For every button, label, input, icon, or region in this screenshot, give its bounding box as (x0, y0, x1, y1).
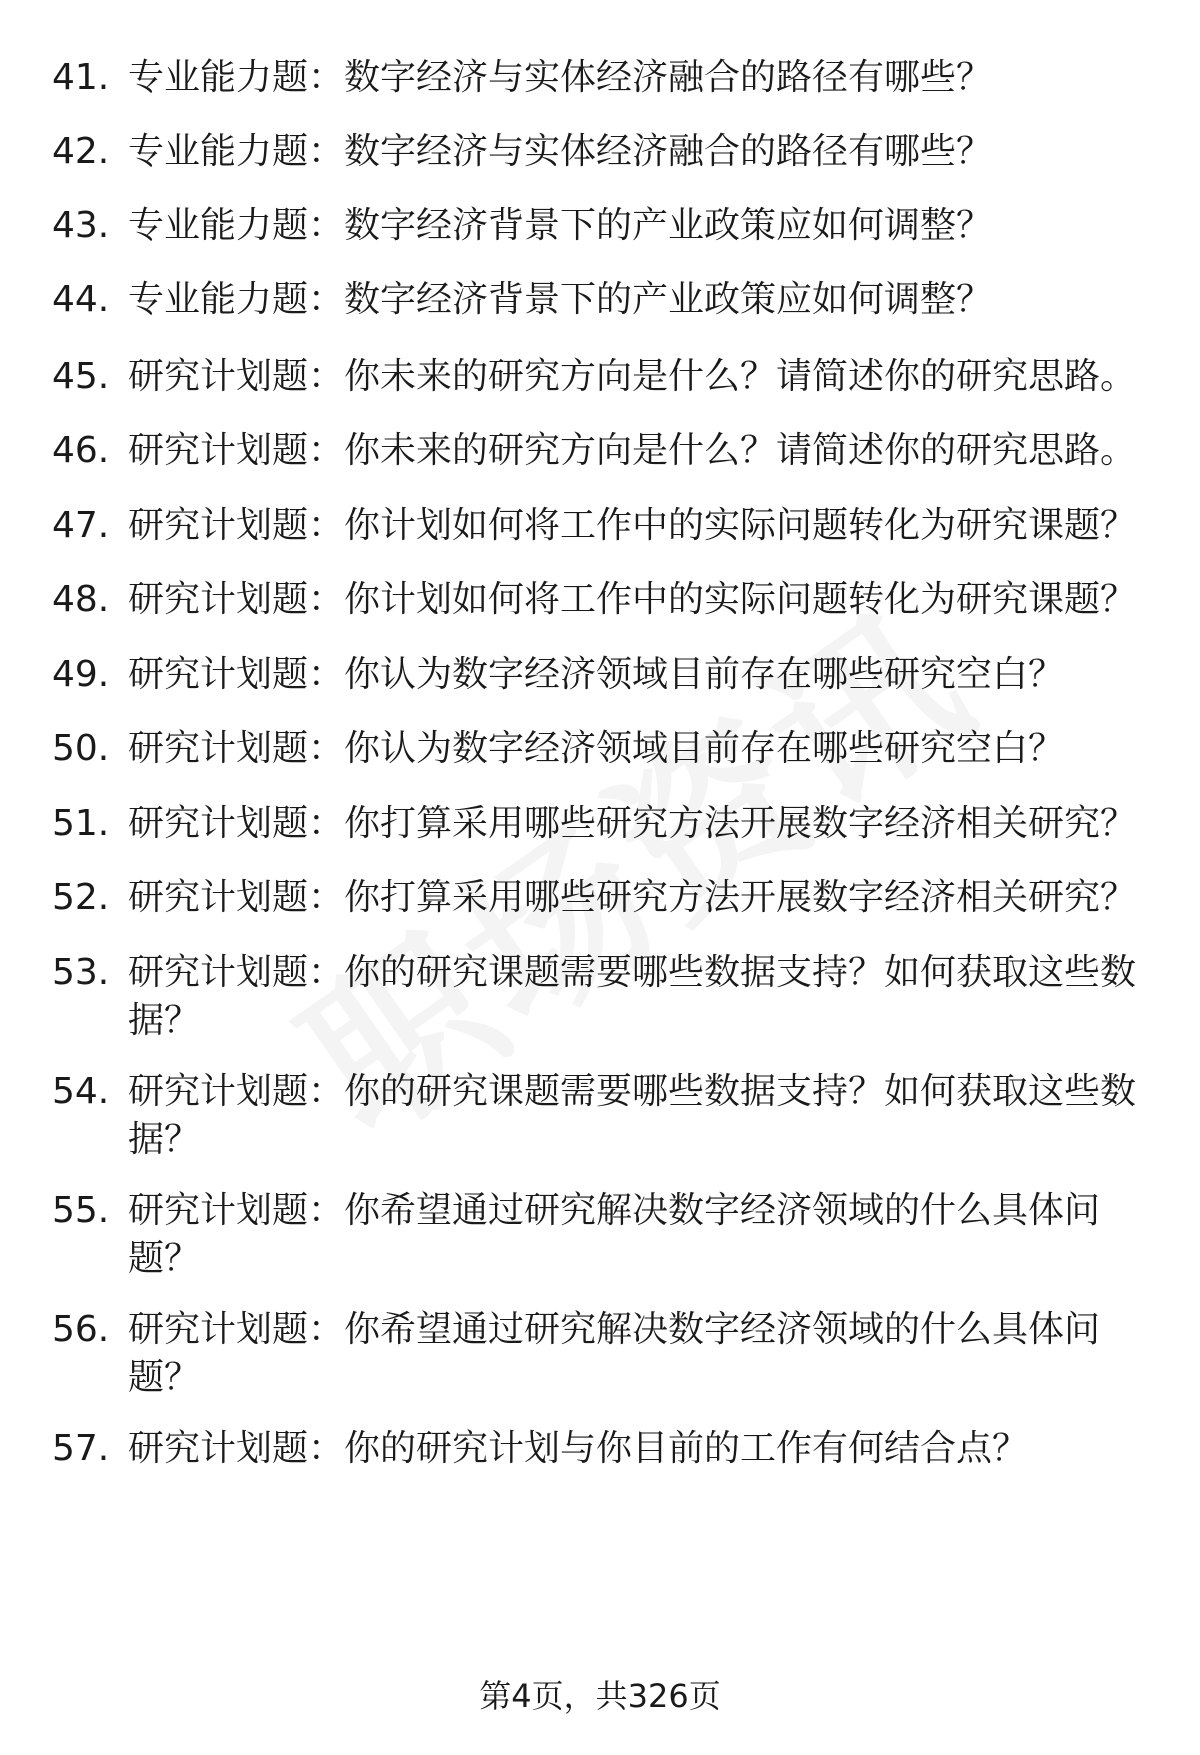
item-number: 51. (52, 803, 110, 844)
item-text: 专业能力题：数字经济背景下的产业政策应如何调整？ (128, 205, 993, 246)
item-number: 52. (52, 877, 110, 918)
item-number: 54. (52, 1071, 110, 1112)
item-text: 专业能力题：数字经济与实体经济融合的路径有哪些？ (128, 57, 993, 98)
item-number: 55. (52, 1190, 110, 1231)
item-text: 专业能力题：数字经济与实体经济融合的路径有哪些？ (128, 131, 993, 172)
item-number: 43. (52, 205, 110, 246)
item-number: 41. (52, 57, 110, 98)
item-text: 研究计划题：你未来的研究方向是什么？请简述你的研究思路。 (128, 430, 1137, 471)
item-text: 研究计划题：你希望通过研究解决数字经济领域的什么具体问题？ (128, 1309, 1101, 1398)
item-number: 49. (52, 654, 110, 695)
item-number: 50. (52, 728, 110, 769)
page-footer: 第4页，共326页 (479, 1677, 721, 1715)
item-number: 44. (52, 279, 110, 320)
item-number: 48. (52, 579, 110, 620)
item-text: 研究计划题：你计划如何将工作中的实际问题转化为研究课题？ (128, 505, 1137, 546)
item-text: 研究计划题：你希望通过研究解决数字经济领域的什么具体问题？ (128, 1190, 1101, 1279)
item-number: 57. (52, 1428, 110, 1469)
item-number: 47. (52, 505, 110, 546)
item-number: 45. (52, 356, 110, 397)
item-text: 研究计划题：你认为数字经济领域目前存在哪些研究空白？ (128, 728, 1065, 769)
item-number: 56. (52, 1309, 110, 1350)
item-text: 研究计划题：你认为数字经济领域目前存在哪些研究空白？ (128, 654, 1065, 695)
item-text: 研究计划题：你打算采用哪些研究方法开展数字经济相关研究？ (128, 803, 1137, 844)
item-text: 研究计划题：你的研究课题需要哪些数据支持？如何获取这些数据？ (128, 1071, 1137, 1160)
item-text: 研究计划题：你的研究课题需要哪些数据支持？如何获取这些数据？ (128, 952, 1137, 1041)
item-number: 53. (52, 952, 110, 993)
item-text: 研究计划题：你打算采用哪些研究方法开展数字经济相关研究？ (128, 877, 1137, 918)
item-text: 研究计划题：你计划如何将工作中的实际问题转化为研究课题？ (128, 579, 1137, 620)
item-number: 42. (52, 131, 110, 172)
item-text: 研究计划题：你的研究计划与你目前的工作有何结合点？ (128, 1428, 1029, 1469)
item-text: 研究计划题：你未来的研究方向是什么？请简述你的研究思路。 (128, 356, 1137, 397)
item-number: 46. (52, 430, 110, 471)
item-text: 专业能力题：数字经济背景下的产业政策应如何调整？ (128, 279, 993, 320)
